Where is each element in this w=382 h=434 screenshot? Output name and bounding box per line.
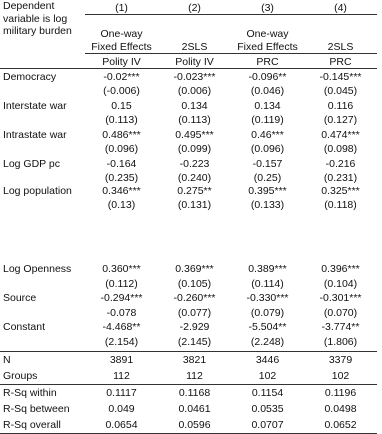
standard-error-cell: (0.046) (250, 85, 285, 97)
variable-label: Intrastate war (3, 129, 67, 141)
variable-label: Interstate war (3, 100, 67, 112)
column-method: 2SLS (304, 15, 377, 54)
stat-cell: 0.0652 (304, 417, 377, 434)
stat-cell: 0.0498 (324, 402, 357, 415)
column-method: One-way Fixed Effects (85, 15, 158, 54)
standard-error-cell: -0.078 (106, 306, 137, 319)
stat-cell: 3379 (328, 353, 353, 366)
stat-cell: 0.1168 (178, 386, 211, 399)
coefficient-cell: 0.486*** (102, 129, 141, 141)
coefficient-row (0, 69, 377, 86)
variable-label: Log GDP pc (3, 158, 61, 170)
coefficient-cell: -4.468** (102, 321, 141, 334)
stat-cell: 0.049 (108, 402, 135, 415)
standard-error-cell: (0.105) (177, 277, 212, 290)
standard-error-cell: (0.240) (177, 172, 212, 184)
standard-error-cell: (0.119) (251, 114, 284, 126)
stat-cell: 112 (158, 368, 231, 385)
variable-label: Groups (0, 368, 85, 385)
standard-error-cell: (0.045) (323, 85, 358, 97)
stat-cell: 0.0461 (178, 402, 211, 415)
coefficient-cell: -5.504** (248, 321, 287, 334)
standard-error-cell: (2.154) (85, 334, 158, 352)
standard-error-cell: (0.235) (104, 172, 139, 184)
column-method: One-way Fixed Effects (231, 15, 304, 54)
coefficient-cell: 0.395*** (248, 185, 287, 197)
stat-cell: 3821 (182, 353, 207, 366)
coefficient-cell: 0.15 (111, 100, 132, 112)
coefficient-cell: -0.216 (325, 158, 356, 170)
coefficient-cell: 0.134 (181, 100, 208, 112)
standard-error-cell: (0.079) (250, 306, 285, 319)
coefficient-cell: -0.157 (252, 158, 283, 170)
coefficient-cell: -0.223 (179, 158, 210, 170)
standard-error-cell: (2.248) (231, 334, 304, 352)
coefficient-cell: -0.301*** (319, 292, 362, 305)
coefficient-row (0, 156, 377, 172)
coefficient-cell: -0.164 (106, 158, 137, 170)
standard-error-cell: (0.13) (107, 199, 136, 211)
variable-label: R-Sq overall (0, 417, 85, 434)
dependent-variable-label: Dependent variable is log military burden (3, 0, 72, 37)
stat-cell: 0.0596 (158, 417, 231, 434)
column-data-source: Polity IV (158, 54, 231, 69)
standard-error-cell: (0.127) (323, 114, 358, 126)
coefficient-cell: 0.116 (327, 100, 354, 112)
stat-row (0, 401, 377, 417)
coefficient-cell: 0.495*** (175, 129, 214, 141)
standard-error-cell: (0.118) (324, 199, 357, 211)
standard-error-cell: (0.133) (250, 199, 285, 211)
standard-error-cell: (0.113) (178, 114, 211, 126)
column-number-row (0, 0, 377, 15)
standard-error-cell: (0.113) (105, 114, 138, 126)
variable-label: Log population (3, 185, 72, 197)
column-number: (1) (85, 0, 158, 15)
variable-label: Source (3, 292, 37, 305)
column-number: (4) (304, 0, 377, 15)
standard-error-cell: (0.112) (105, 277, 138, 290)
coefficient-cell: 0.389*** (248, 263, 287, 276)
coefficient-cell: -0.02*** (103, 71, 140, 83)
coefficient-cell: -0.023*** (173, 71, 216, 83)
coefficient-cell: -0.294*** (100, 292, 143, 305)
stat-cell: 0.0535 (251, 402, 284, 415)
variable-label: Log Openness (3, 263, 72, 276)
variable-label: R-Sq between (3, 402, 70, 415)
coefficient-cell: -0.096** (248, 71, 287, 83)
column-data-source: Polity IV (85, 54, 158, 69)
standard-error-cell: (0.231) (323, 172, 358, 184)
stat-cell: 0.1154 (251, 386, 284, 399)
standard-error-cell: (0.006) (177, 85, 212, 97)
stat-cell: 0.1117 (106, 386, 137, 399)
coefficient-cell: 0.46*** (251, 129, 284, 141)
standard-error-cell: (0.104) (323, 277, 358, 290)
standard-error-row (0, 143, 377, 156)
coefficient-cell: -3.774** (321, 321, 360, 334)
coefficient-cell: 0.134 (254, 100, 281, 112)
column-number: (2) (158, 0, 231, 15)
variable-label: Democracy (3, 71, 57, 83)
stat-cell: 102 (304, 368, 377, 385)
standard-error-cell: (-0.006) (103, 85, 140, 97)
column-data-source: PRC (304, 54, 377, 69)
column-number: (3) (231, 0, 304, 15)
stat-row (0, 417, 377, 434)
coefficient-cell: -2.929 (179, 321, 210, 334)
variable-label: R-Sq within (3, 386, 57, 399)
coefficient-cell: -0.145*** (319, 71, 362, 83)
standard-error-cell: (0.096) (104, 143, 139, 155)
coefficient-cell: 0.346*** (102, 185, 141, 197)
coefficient-cell: 0.275** (177, 185, 212, 197)
coefficient-row (0, 127, 377, 143)
column-method: 2SLS (158, 15, 231, 54)
coefficient-cell: 0.360*** (102, 263, 141, 276)
stat-cell: 0.0654 (85, 417, 158, 434)
standard-error-cell: (0.070) (323, 306, 358, 319)
standard-error-row (0, 212, 377, 225)
stat-cell: 112 (85, 368, 158, 385)
data-source-row (0, 54, 377, 69)
standard-error-cell: (0.114) (251, 277, 284, 290)
standard-error-cell: (0.096) (250, 143, 285, 155)
coefficient-row (0, 98, 377, 114)
stat-cell: 3446 (255, 353, 280, 366)
standard-error-row (0, 114, 377, 127)
coefficient-cell: 0.369*** (175, 263, 214, 276)
standard-error-cell: (2.145) (158, 334, 231, 352)
stat-cell: 0.1196 (324, 386, 357, 399)
standard-error-cell: (0.131) (177, 199, 212, 211)
stat-cell: 0.0707 (231, 417, 304, 434)
standard-error-cell: (0.25) (253, 172, 282, 184)
coefficient-cell: 0.474*** (321, 129, 360, 141)
standard-error-cell: (0.099) (177, 143, 212, 155)
standard-error-row (0, 85, 377, 98)
coefficient-cell: -0.330*** (246, 292, 289, 305)
standard-error-row (0, 172, 377, 185)
variable-label: N (3, 353, 11, 366)
stat-cell: 3891 (109, 353, 134, 366)
variable-label: Constant (3, 321, 46, 334)
standard-error-cell: (0.077) (177, 306, 212, 319)
column-data-source: PRC (231, 54, 304, 69)
coefficient-cell: 0.396*** (321, 263, 360, 276)
stat-cell: 102 (231, 368, 304, 385)
coefficient-cell: -0.260*** (173, 292, 216, 305)
standard-error-cell: (1.806) (304, 334, 377, 352)
standard-error-cell: (0.098) (323, 143, 358, 155)
coefficient-cell: 0.325*** (321, 185, 360, 197)
